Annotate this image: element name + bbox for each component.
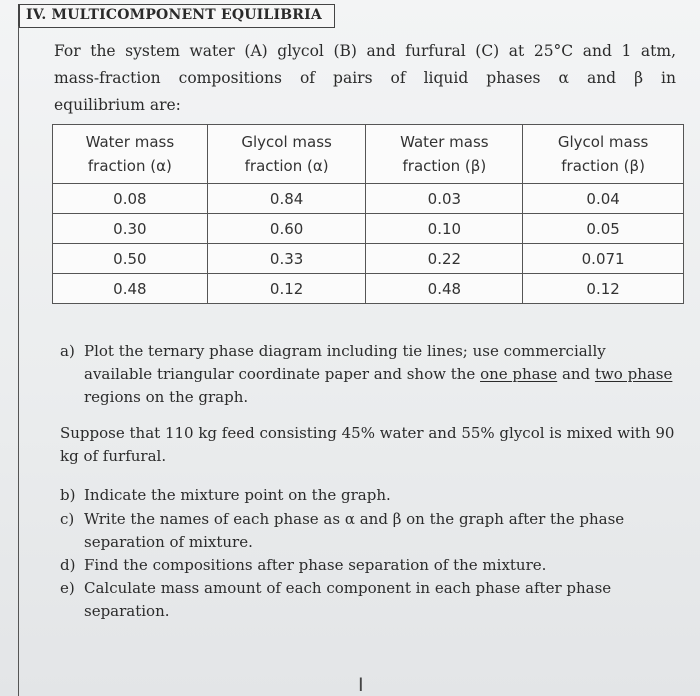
equilibrium-data-table (52, 124, 684, 304)
question-a-text: Plot the ternary phase diagram including tie lines; use commercially available triangular coordinate paper and show the one phase and two phase regions on the graph. (84, 342, 673, 406)
table-cell: 0.84 (207, 184, 366, 214)
problem-statement (54, 38, 676, 119)
text-cursor-icon: I (358, 674, 364, 696)
underlined-two-phase: two phase (594, 365, 673, 383)
table-cell: 0.08 (53, 184, 208, 214)
table-cell: 0.30 (53, 214, 208, 244)
question-marker: c) (60, 510, 75, 528)
question-d-text: Find the compositions after phase separation of the mixture. (84, 556, 547, 574)
section-title: IV. MULTICOMPONENT EQUILIBRIA (26, 7, 322, 23)
problem-statement-line-3: equilibrium are: (54, 96, 181, 114)
problem-statement-line-1: For the system water (A) glycol (B) and furfural (C) at 25°C and 1 atm, (54, 42, 676, 60)
underlined-one-phase: one phase (480, 365, 558, 383)
table-cell: 0.10 (366, 214, 523, 244)
table-row (53, 244, 684, 274)
table-cell: 0.60 (207, 214, 366, 244)
table-cell: 0.48 (53, 274, 208, 304)
table-cell: 0.03 (366, 184, 523, 214)
question-marker: d) (60, 556, 76, 574)
table-cell: 0.12 (523, 274, 684, 304)
table-row (53, 214, 684, 244)
table-cell: 0.48 (366, 274, 523, 304)
table-row (53, 184, 684, 214)
table-cell: 0.071 (523, 244, 684, 274)
question-marker: a) (60, 342, 75, 360)
header-glycol-alpha: Glycol mass fraction (α) (207, 125, 366, 184)
table-cell: 0.22 (366, 244, 523, 274)
question-marker: b) (60, 486, 76, 504)
table-cell: 0.12 (207, 274, 366, 304)
question-marker: e) (60, 579, 75, 597)
feed-statement: Suppose that 110 kg feed consisting 45% water and 55% glycol is mixed with 90 kg of furfural. (60, 424, 675, 465)
table-row (53, 274, 684, 304)
question-e-text: Calculate mass amount of each component in each phase after phase separation. (84, 579, 612, 620)
table-cell: 0.05 (523, 214, 684, 244)
header-glycol-beta: Glycol mass fraction (β) (523, 125, 684, 184)
problem-statement-line-2: mass-fraction compositions of pairs of liquid phases α and β in (54, 69, 676, 87)
question-c-text: Write the names of each phase as α and β on the graph after the phase separation of mixture. (84, 510, 625, 551)
table-cell: 0.50 (53, 244, 208, 274)
header-water-beta: Water mass fraction (β) (366, 125, 523, 184)
table-cell: 0.04 (523, 184, 684, 214)
table-header-row (53, 125, 684, 184)
table-cell: 0.33 (207, 244, 366, 274)
left-margin-rule (18, 26, 19, 696)
question-b-text: Indicate the mixture point on the graph. (84, 486, 391, 504)
header-water-alpha: Water mass fraction (α) (53, 125, 208, 184)
